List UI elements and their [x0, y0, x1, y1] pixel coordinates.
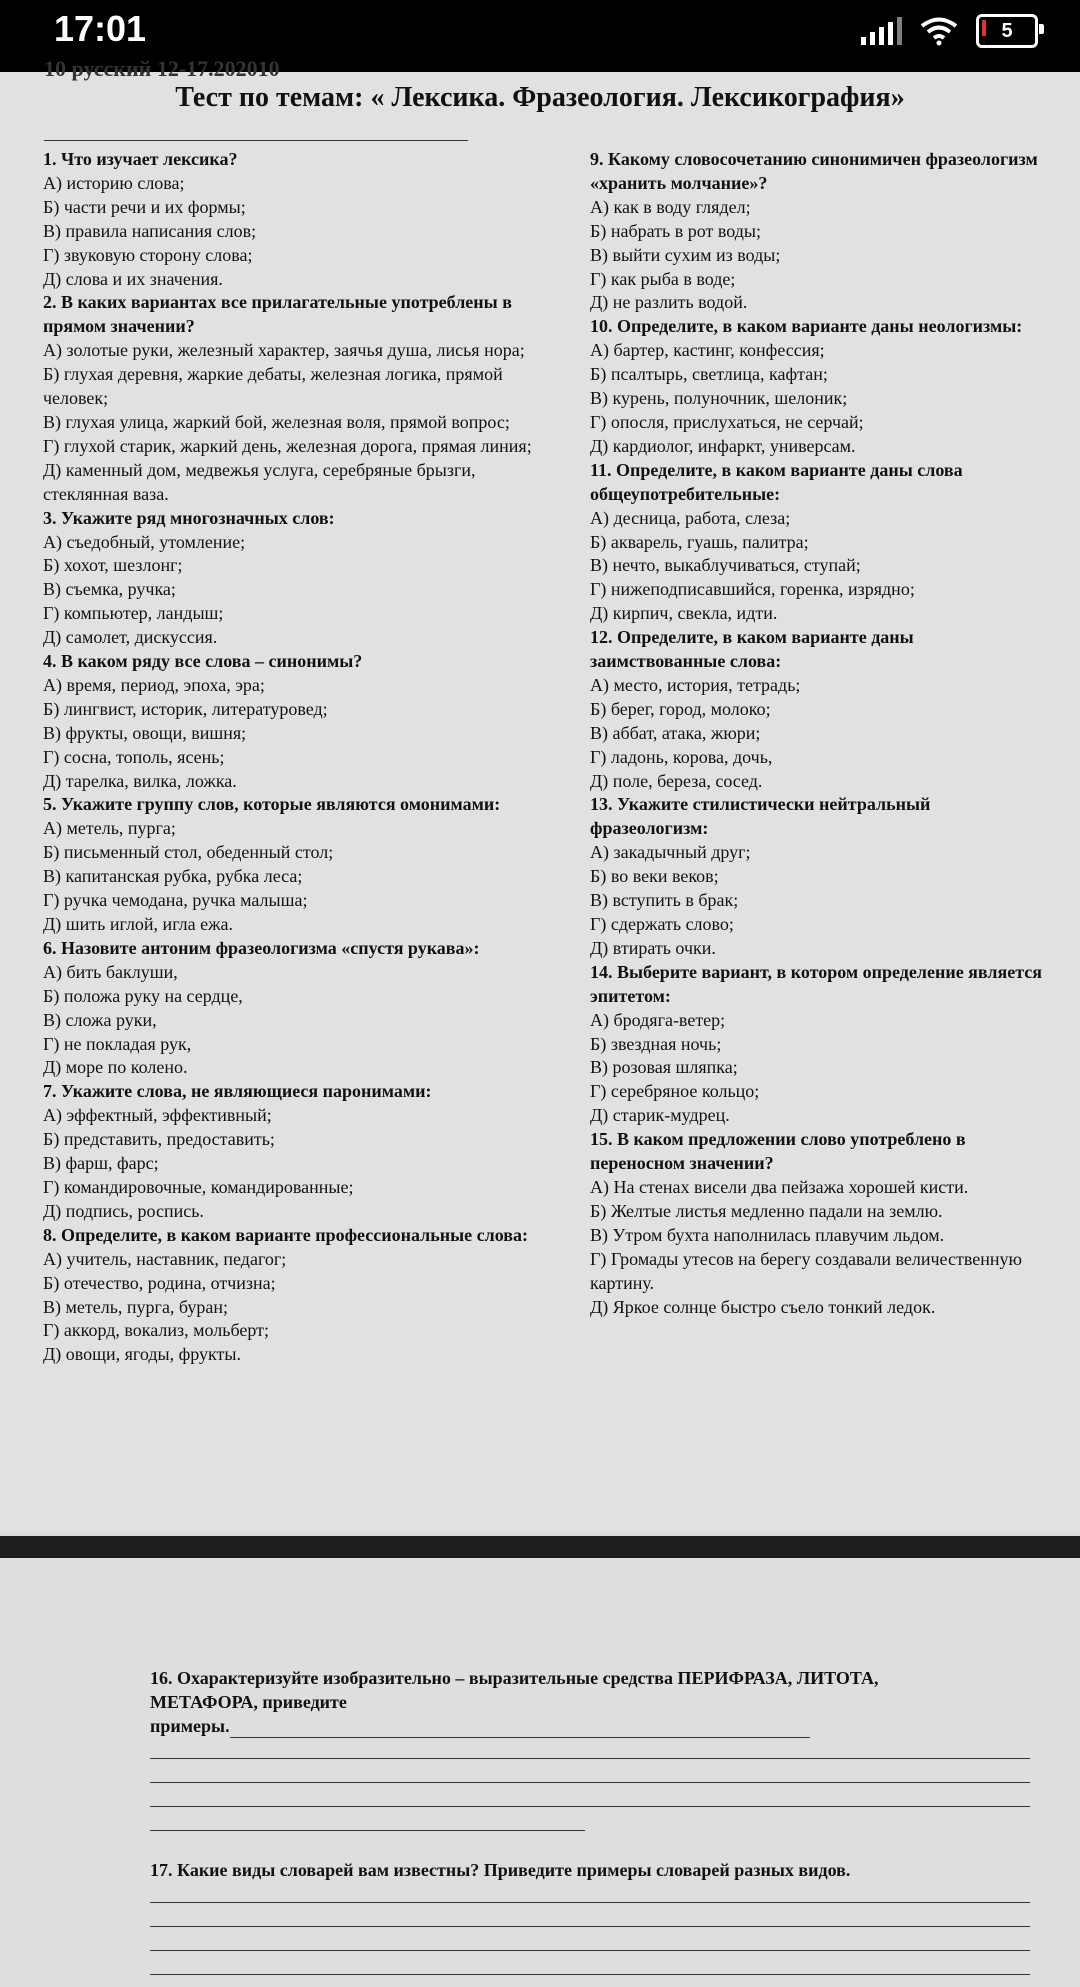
question-text: 8. Определите, в каком варианте профессиональные слова: — [43, 1224, 529, 1245]
answer-blank — [230, 1719, 810, 1738]
answer-option: В) глухая улица, жаркий бой, железная воля, прямой вопрос; — [43, 411, 510, 432]
answer-option: В) съемка, ручка; — [43, 579, 176, 600]
answer-option: Д) слова и их значения. — [43, 268, 223, 289]
answer-option: Д) тарелка, вилка, ложка. — [43, 770, 237, 791]
answer-option: А) учитель, наставник, педагог; — [43, 1248, 287, 1269]
answer-option: А) место, история, тетрадь; — [590, 674, 801, 695]
answer-option: Б) представить, предоставить; — [43, 1129, 275, 1150]
answer-option: Г) глухой старик, жаркий день, железная дорога, прямая линия; — [43, 435, 532, 456]
answer-option: А) съедобный, утомление; — [43, 531, 246, 552]
answer-line — [150, 1902, 1030, 1903]
question-text: 3. Укажите ряд многозначных слов: — [43, 507, 335, 528]
document-page-2 — [0, 1558, 1080, 1987]
document-title: Тест по темам: « Лексика. Фразеология. Лексикография» — [175, 82, 905, 113]
answer-option: Д) кирпич, свекла, идти. — [590, 603, 778, 624]
answer-option: В) фрукты, овощи, вишня; — [43, 722, 247, 743]
answer-option: Д) каменный дом, медвежья услуга, серебряные брызги, стеклянная ваза. — [43, 459, 476, 504]
answer-option: В) аббат, атака, жюри; — [590, 722, 761, 743]
answer-option: Г) сдержать слово; — [590, 914, 734, 934]
answer-option: А) На стенах висели два пейзажа хорошей кисти. — [590, 1176, 969, 1197]
answer-option: Г) ручка чемодана, ручка малыша; — [43, 890, 308, 911]
status-time: 17:01 — [54, 8, 147, 49]
answer-option: В) выйти сухим из воды; — [590, 244, 781, 265]
answer-option: А) время, период, эпоха, эра; — [43, 674, 265, 695]
answer-option: Б) части речи и их формы; — [43, 196, 246, 217]
question-text: 7. Укажите слова, не являющиеся паронимами: — [43, 1081, 432, 1102]
answer-option: В) сложа руки, — [43, 1009, 157, 1030]
answer-option: Д) овощи, ягоды, фрукты. — [43, 1344, 241, 1365]
answer-line — [150, 1806, 1030, 1807]
answer-option: В) курень, полуночник, шелоник; — [590, 388, 848, 409]
answer-option: В) вступить в брак; — [590, 890, 739, 911]
question-17: 17. Какие виды словарей вам известны? Приведите примеры словарей разных видов. — [150, 1860, 851, 1880]
answer-option: Д) море по колено. — [43, 1057, 188, 1078]
answer-option: Б) хохот, шезлонг; — [43, 555, 183, 576]
answer-option: Б) набрать в рот воды; — [590, 220, 761, 241]
answer-option: Д) не разлить водой. — [590, 292, 748, 313]
answer-option: А) историю слова; — [43, 172, 185, 193]
answer-option: А) метель, пурга; — [43, 818, 176, 839]
answer-line — [150, 1830, 585, 1831]
answer-option: В) Утром бухта наполнилась плавучим льдом. — [590, 1224, 945, 1245]
title-underline — [44, 140, 468, 141]
wifi-icon — [920, 17, 958, 45]
answer-option: Б) отечество, родина, отчизна; — [43, 1272, 276, 1293]
question-text: 11. Определите, в каком варианте даны слова общеупотребительные: — [590, 459, 963, 504]
question-text: 5. Укажите группу слов, которые являются омонимами: — [43, 794, 501, 815]
answer-option: Г) звуковую сторону слова; — [43, 244, 253, 265]
question-text: 9. Какому словосочетанию синонимичен фразеологизм «хранить молчание»? — [590, 149, 1038, 193]
answer-option: Б) звездная ночь; — [590, 1033, 722, 1054]
answer-line — [150, 1926, 1030, 1927]
document-page — [0, 56, 1080, 1532]
answer-option: Б) акварель, гуашь, палитра; — [590, 531, 809, 552]
answer-option: Д) втирать очки. — [590, 937, 716, 958]
answer-option: В) метель, пурга, буран; — [43, 1296, 229, 1317]
answer-option: Г) не покладая рук, — [43, 1033, 192, 1054]
answer-option: Б) лингвист, историк, литературовед; — [43, 698, 328, 719]
answer-option: Б) во веки веков; — [590, 866, 719, 887]
question-text: 13. Укажите стилистически нейтральный фразеологизм: — [590, 794, 931, 839]
question-text: 1. Что изучает лексика? — [43, 149, 238, 169]
answer-option: Г) компьютер, ландыш; — [43, 603, 224, 624]
answer-option: Б) письменный стол, обеденный стол; — [43, 842, 334, 863]
answer-option: В) фарш, фарс; — [43, 1153, 159, 1174]
question-text: 12. Определите, в каком варианте даны заимствованные слова: — [590, 627, 914, 672]
document-header: 10 русский 12-17.202010 — [44, 56, 280, 81]
answer-option: А) эффектный, эффективный; — [43, 1105, 272, 1126]
battery-icon — [976, 14, 1038, 48]
answer-option: Г) нижеподписавшийся, горенка, изрядно; — [590, 579, 915, 600]
question-text: 6. Назовите антоним фразеологизма «спустя рукава»: — [43, 937, 480, 958]
answer-option: Д) кардиолог, инфаркт, универсам. — [590, 435, 856, 456]
question-text: 15. В каком предложении слово употреблено в переносном значении? — [590, 1129, 966, 1174]
page-divider — [0, 1536, 1080, 1558]
question-text: 10. Определите, в каком варианте даны неологизмы: — [590, 316, 1023, 337]
answer-option: Б) берег, город, молоко; — [590, 698, 771, 719]
answer-option: В) нечто, выкаблучиваться, ступай; — [590, 555, 861, 576]
answer-option: Г) серебряное кольцо; — [590, 1081, 760, 1102]
answer-option: Д) поле, береза, сосед. — [590, 770, 763, 791]
answer-option: Г) как рыба в воде; — [590, 268, 736, 289]
left-question-column — [43, 148, 543, 1367]
question-16 — [150, 1666, 1030, 1738]
answer-option: Г) аккорд, вокализ, мольберт; — [43, 1320, 269, 1341]
answer-option: Г) сосна, тополь, ясень; — [43, 746, 225, 767]
battery-level: 5 — [1001, 19, 1013, 42]
answer-option: В) капитанская рубка, рубка леса; — [43, 866, 303, 887]
answer-option: Б) Желтые листья медленно падали на землю. — [590, 1200, 943, 1221]
answer-option: А) как в воду глядел; — [590, 196, 751, 217]
answer-option: А) бродяга-ветер; — [590, 1009, 726, 1030]
answer-option: Г) Громады утесов на берегу создавали величественную картину. — [590, 1248, 1022, 1293]
answer-option: Г) опосля, прислухаться, не серчай; — [590, 411, 864, 432]
signal-icon — [861, 17, 902, 45]
question-text: 4. В каком ряду все слова – синонимы? — [43, 651, 363, 672]
answer-option: Д) старик-мудрец. — [590, 1105, 730, 1126]
answer-option: В) розовая шляпка; — [590, 1057, 738, 1078]
answer-option: А) золотые руки, железный характер, заячья душа, лисья нора; — [43, 340, 525, 361]
answer-option: Б) положа руку на сердце, — [43, 985, 243, 1006]
answer-option: Г) командировочные, командированные; — [43, 1176, 354, 1197]
answer-line — [150, 1782, 1030, 1783]
question-16-line2: МЕТАФОРА, приведите — [150, 1692, 347, 1712]
status-icons — [861, 14, 1038, 48]
answer-option: Д) шить иглой, игла ежа. — [43, 914, 234, 934]
answer-line — [150, 1758, 1030, 1759]
answer-line — [150, 1950, 1030, 1951]
answer-option: Д) Яркое солнце быстро съело тонкий ледок. — [590, 1296, 936, 1317]
question-16-line1: 16. Охарактеризуйте изобразительно – выразительные средства ПЕРИФРАЗА, ЛИТОТА, — [150, 1668, 879, 1688]
answer-option: А) закадычный друг; — [590, 842, 751, 863]
answer-option: А) бартер, кастинг, конфессия; — [590, 340, 825, 361]
answer-option: Д) самолет, дискуссия. — [43, 627, 218, 648]
question-text: 2. В каких вариантах все прилагательные употреблены в прямом значении? — [43, 292, 512, 337]
answer-option: Б) глухая деревня, жаркие дебаты, железная логика, прямой человек; — [43, 364, 503, 409]
question-16-line3: примеры. — [150, 1716, 230, 1736]
answer-option: Д) подпись, роспись. — [43, 1200, 204, 1221]
answer-option: А) бить баклуши, — [43, 961, 178, 982]
answer-option: Б) псалтырь, светлица, кафтан; — [590, 364, 828, 385]
answer-line — [150, 1974, 1030, 1975]
question-text: 14. Выберите вариант, в котором определение является эпитетом: — [590, 961, 1043, 1006]
answer-option: В) правила написания слов; — [43, 220, 257, 241]
answer-option: А) десница, работа, слеза; — [590, 507, 791, 528]
answer-option: Г) ладонь, корова, дочь, — [590, 746, 773, 767]
right-question-column — [590, 148, 1050, 1319]
